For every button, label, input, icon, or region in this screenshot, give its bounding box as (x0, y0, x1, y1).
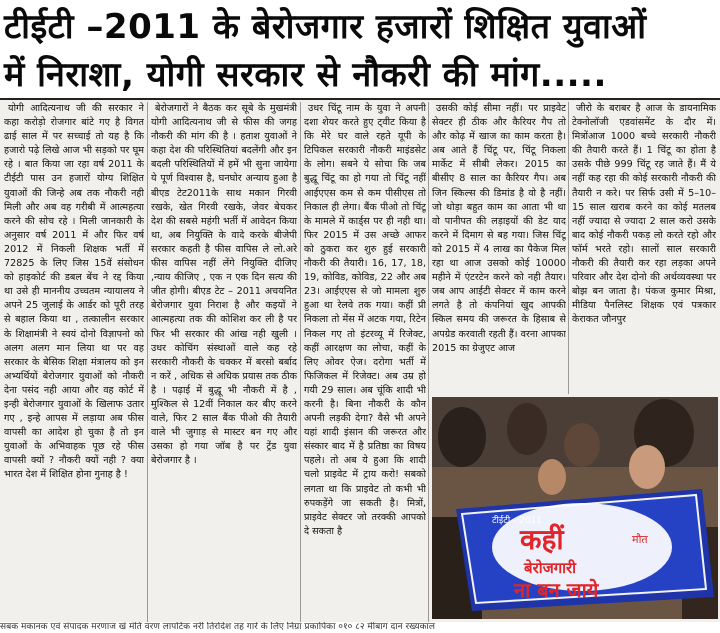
column-1-text: योगी आदित्यनाथ जी की सरकार ने कहा करोड़ो रोजगार बांटे गए है विगत ढाई साल में पर सच्चाई तो यह है कि हजारो पढ़े लिखे आज भी सड़को पर घूम रहे । बात किया जा रहा वर्ष 2011 के टीईटी पास उन हजारों योग्य शिक्षित युवाओं की जिन्हे अब तक नौकरी नही मिली और अब वह गरीबी में आत्महत्या करने की सोच रहे । मिली जानकारी के अनुसार वर्ष 2011 में और फिर वर्ष 2012 में निकली शिक्षक भर्ती में 72825 के लिए जिस 15वें संसोधन को हाइकोर्ट की डबल बेंच ने रद्द किया था उसे ही माननीय उच्चतम न्यायालय ने अपने 25 जुलाई के आर्डर को पूरी तरह से बहाल किया था , तत्कालीन सरकार के शिक्षामंत्री ने स्वयं दोनो विज्ञापनो को अलग अलग मान लिया था पर वह सरकार के बेसिक शिक्षा मंत्रालय को इन अभ्यर्थियों बेरोजगार युवाओं को नौकरी देना पसंद नही आया और वह कोर्ट में इन्ही बेरोजगार युवाओं के खिलाफ उतार गए , इन्हे आपस में लड़ाया अब फीस वापसी का आदेश हो चुका है तो इन युवाओं के अभिवाहक पूछ रहे फीस वापसी क्यों ? नौकरी क्यों नही ? क्या भारत देश में शिक्षित होना गुनाह है ! (4, 103, 144, 481)
banner-side-text: मौत (632, 533, 648, 546)
banner-small-text: टीईटी - 2011 (492, 516, 543, 526)
banner-mid-text: बेरोजगारी (524, 559, 577, 577)
protest-photo (432, 397, 718, 619)
article-column-3 (304, 102, 426, 618)
column-2-text: बेरोजगारों ने बैठक कर सूबे के मुखमंत्री योगी आदित्यनाथ जी से फीस की जगह नौकरी की मांग की है । हताश युवाओं ने कहा देश की परिस्थितियां बदलेंगी और इन बदली परिस्थितियों में हमें भी सुना जायेगा ये पूर्ण विश्वास है, घनघोर अन्याय हुआ है बीएड टेट2011के साथ मकान गिरवी रखके, खेत गिरवी रखके, जेवर बेचकर देश की सबसे महंगी भर्ती में आवेदन किया था, अब नियुक्ति के वादे करके बीजेपी सरकार कहती है फीस वापिस ले लो.अरे फीस वापिस नहीं लेंगे नियुक्ति दीजिए ,न्याय कीजिए , एक न एक दिन सत्य की जीत होगी। बीएड टेट – 2011 अचयनित बेरोजगार युवा निराश है और कइयों ने आत्महत्या तक की कोशिश कर ली है पर फिर भी सरकार की आंख नही खुली । उधर कोचिंग संस्थाओं वाले कह रहे सरकारी नौकरी के चक्कर में बरसो बर्बाद न करें , अधिक से अधिक प्रयास तक ठीक है । पढ़ाई में बुद्धू भी नौकरी में है , मुश्किल से 12वीं निकाल कर बीए करने वाले, फिर 2 साल बैंक पीओ की तैयारी वाले भी जुगाड़ से मास्टर बन गए और उसका हो गया जॉब है पर ट्रेंड युवा बेरोजगार है । (151, 103, 297, 467)
column-divider (147, 102, 148, 622)
protest-photo-graphic (432, 397, 718, 619)
banner-big-text-1: कहीं (520, 523, 564, 556)
banner-big-text-2: ना बन जाये (514, 578, 599, 602)
article-column-5 (572, 102, 716, 394)
column-5-text: जीरो के बराबर है आज के डायनामिक टेक्नोलॉजी एडवांसमेंट के दौर में। मित्रोंआज 1000 बच्चे सरकारी नौकरी की तैयारी करते हैं। 1 चिंटू का होता है उसके पीछे 999 चिंटू रह जाते हैं। मैं ये नहीं कह रहा की कोई सरकारी नौकरी की तैयारी न करे। पर सिर्फ उसी में 5–10–15 साल खराब करने का कोई मतलब नहीं ज्यादा से ज्यादा 2 साल करो उसके बाद कोई नौकरी पकड़ लो करते रहो और फॉर्म भरते रहो। सालों साल सरकारी नौकरी की तैयारी कर रहा लड़का अपने परिवार और देश दोनो की अर्थव्यवस्था पर बोझ बन जाता है। पंकज कुमार मिश्रा, मीडिया पैनलिस्ट शिक्षक एवं पत्रकार केराकत जौनपुर (572, 103, 716, 326)
headline-rule (0, 98, 720, 100)
column-divider (300, 102, 301, 622)
headline-line-1: टीईटी –2011 के बेरोजगार हजारों शिक्षित युवाओं (4, 7, 647, 47)
column-3-text: उधर चिंटू नाम के युवा ने अपनी दशा शेयर करते हुए ट्वीट किया है कि मेरे घर वाले रहते यूपी के टिपिकल सरकारी नौकरी माइंडसेट के लोग। सबने ये सोचा कि जब बुद्धू चिंटू का हो गया तो चिंटू नहीं आईएएस कम से कम पीसीएस तो निकाल ही लेगा। बैंक पीओ तो चिंटू के मामले में कार्ड्स पर ही नही था। फिर 2015 में उस अच्छे आफर को ठुकरा कर शुरु हुई सरकारी नौकरी की तैयारी। 16, 17, 18, 19, कोविड, कोविड, 22 और अब 23। आईएएस से जो मामला शुरु हुआ था रेलवे तक गया। कहीं प्री निकला तो मेंस में अटक गया, रिटेन निकल गए तो इंटरव्यू में रिजेक्ट, कहीं आरक्षण का लोचा, कहीं के लिए ओवर ऐज। दरोगा भर्ती में फिजिकल में रिजेक्ट। अब उम्र हो गयी 29 साल। अब चूंकि शादी भी करनी है। बिना नौकरी के कौन अपनी लड़की देगा? वैसे भी अपने यहां शादी इंसान की जरूरत और संस्कार बाद में है प्रतिष्ठा का विषय पहले। तो अब ये हुआ कि शादी चलो प्राइवेट में ट्राय करो! सबको लगता था कि प्राइवेट तो कभी भी रुपकड़ेंगे जा सकती है। मित्रों, प्राइवेट सेक्टर जो तरक्की आपको दे सकता है (304, 103, 426, 537)
headline-block (0, 0, 720, 100)
article-column-4 (432, 102, 566, 394)
column-divider (428, 102, 429, 622)
article-column-1 (4, 102, 144, 618)
headline-line-2: में निराशा, योगी सरकार से नौकरी की मांग..... (4, 55, 607, 95)
column-4-text: उसकी कोई सीमा नहीं। पर प्राइवेट सेक्टर ही ठीक और कैरियर गैप तो और कोढ़ में खाज का काम करता है। अब आते हैं चिंटू पर, चिंटू निकला मार्केट में सीबी लेकर। 2015 का बीसीए 8 साल का कैरियर गैप। अब जिन स्किल्स की डिमांड है वो है नहीं। जो थोड़ा बहुत काम का आता भी था वो पानीपत की लड़ाइयों की डेट याद करने में दिमाग से बह गया। जिस चिंटू को 2015 में 4 लाख का पैकेज मिल रहा था आज उसको कोई 10000 महीने में एंटरटेन करने को नही तैयार। जब आप आईटी सेक्टर में काम करने लगते है तो कंपनियां खुद आपकी स्किल समय की जरूरत के हिसाब से अपग्रेड करवाती रहती हैं। वरना आपका 2015 का ग्रेजुएट आज (432, 103, 566, 354)
column-divider (568, 102, 569, 394)
footer-imprint-line: सबक मकानक एवं संपादक मरणाज खं मंति वरण लापटिक नरी तिरोर्दश तह गारे के लिए निग्रा प्रकापिका ०१० ८२ मीबाग दान रख्यकाल (0, 622, 720, 633)
article-column-2 (151, 102, 297, 618)
